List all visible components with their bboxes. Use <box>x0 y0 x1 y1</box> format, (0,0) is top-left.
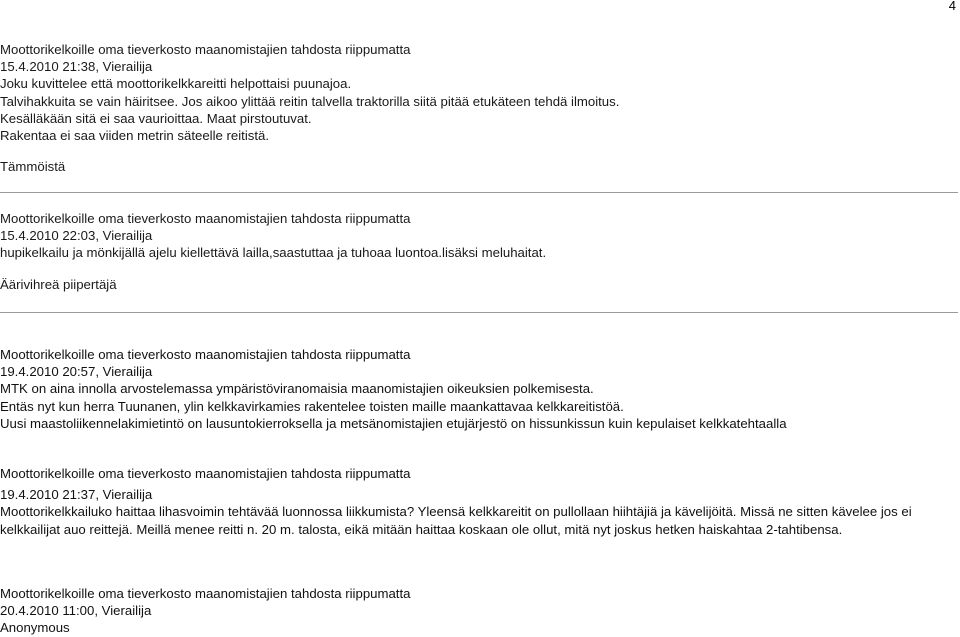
post-body-line: Moottorikelkkailuko haittaa lihasvoimin tehtävää luonnossa liikkumista? Yleensä kelkkareitit on pullollaan hiihtäjiä ja kävelijöitä. Missä ne sitten kävelee jos ei kelkkailijat auo reittejä. Meillä menee reitti n. 20 m. talosta, eikä mitään haittaa koskaan ole ollut, mitä nyt joskus hetken haiskahtaa 2-tahtibensa. <box>0 504 912 537</box>
page-number: 4 <box>948 0 956 13</box>
post-body-line: hupikelkailu ja mönkijällä ajelu kiellettävä lailla,saastuttaa ja tuhoaa luontoa.lisäksi meluhaitat. <box>0 245 547 261</box>
post-meta: 19.4.2010 21:37, Vierailija <box>0 487 153 503</box>
post-2 <box>0 210 958 293</box>
post-title: Moottorikelkoille oma tieverkosto maanomistajien tahdosta riippumatta <box>0 42 411 57</box>
post-body-line: Uusi maastoliikennelakimietintö on lausuntokierroksella ja metsänomistajien etujärjestö on hissunkissun kuin kepulaiset kelkkatehtaalla <box>0 415 787 431</box>
post-body-line: MTK on aina innolla arvostelemassa ympäristöviranomaisia maanomistajien oikeuksien polkemisesta. <box>0 381 594 397</box>
post-title: Moottorikelkoille oma tieverkosto maanomistajien tahdosta riippumatta <box>0 586 411 601</box>
post-title: Moottorikelkoille oma tieverkosto maanomistajien tahdosta riippumatta <box>0 347 411 362</box>
post-5 <box>0 585 958 637</box>
post-author: Anonymous <box>0 620 70 636</box>
post-meta: 19.4.2010 20:57, Vierailija <box>0 364 153 380</box>
post-signature: Tämmöistä <box>0 159 66 175</box>
post-title: Moottorikelkoille oma tieverkosto maanomistajien tahdosta riippumatta <box>0 466 411 481</box>
post-body-line: Kesälläkään sitä ei saa vaurioittaa. Maat pirstoutuvat. <box>0 110 312 126</box>
post-meta: 20.4.2010 11:00, Vierailija <box>0 603 152 619</box>
post-3 <box>0 346 958 432</box>
post-1 <box>0 41 958 175</box>
post-divider <box>0 312 958 313</box>
post-meta: 15.4.2010 21:38, Vierailija <box>0 59 153 75</box>
post-divider <box>0 192 958 193</box>
post-body-line: Joku kuvittelee että moottorikelkkareitti helpottaisi puunajoa. <box>0 76 352 92</box>
post-body-line: Entäs nyt kun herra Tuunanen, ylin kelkkavirkamies rakentelee toisten maille maankattavaa kelkkareitistöä. <box>0 398 624 414</box>
post-body-line: Rakentaa ei saa viiden metrin säteelle reitistä. <box>0 128 270 144</box>
post-meta: 15.4.2010 22:03, Vierailija <box>0 228 153 244</box>
post-title: Moottorikelkoille oma tieverkosto maanomistajien tahdosta riippumatta <box>0 211 411 226</box>
post-signature: Äärivihreä piipertäjä <box>0 276 117 292</box>
post-4 <box>0 465 958 538</box>
post-body-line: Talvihakkuita se vain häiritsee. Jos aikoo ylittää reitin talvella traktorilla siitä pitää etukäteen tehdä ilmoitus. <box>0 93 620 109</box>
